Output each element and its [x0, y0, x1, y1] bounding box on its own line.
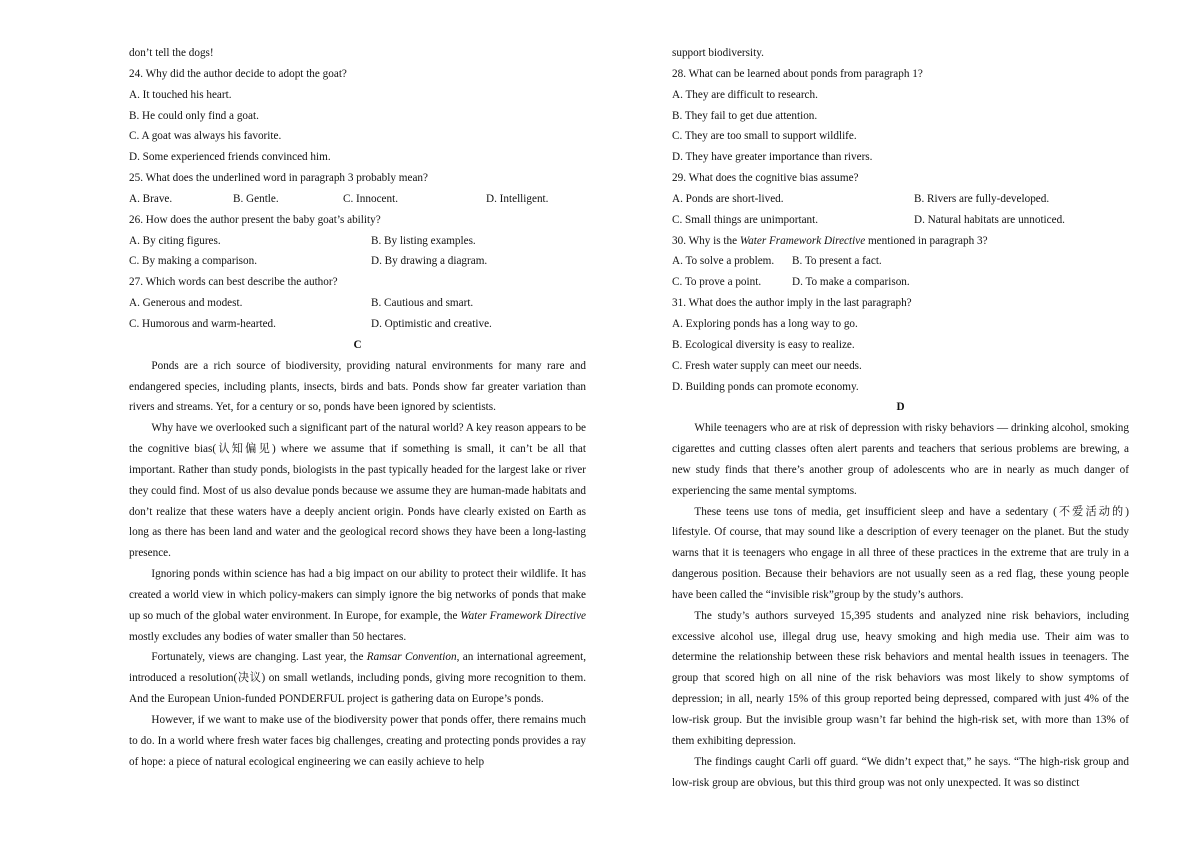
section-d-paragraph-1: While teenagers who are at risk of depression with risky behaviors — drinking alcohol, smoking cigarettes and cutting classes often alert parents and teachers that serious problems are brewing, a new study finds that there’s another group of adolescents who are in nearly as much danger of experiencing the same mental symptoms. [672, 422, 1129, 497]
question-24-option-d[interactable]: D. Some experienced friends convinced him. [129, 151, 331, 164]
question-31-stem: 31. What does the author imply in the last paragraph? [672, 297, 912, 310]
section-c-paragraph-5: However, if we want to make use of the biodiversity power that ponds offer, there remains much to do. In a world where fresh water faces big challenges, creating and protecting ponds provides a ray of hope: a piece of natural ecological engineering we can easily achieve to help [129, 714, 586, 768]
section-d-passage [672, 418, 1129, 793]
question-27-option-c[interactable]: C. Humorous and warm-hearted. [129, 317, 276, 330]
question-30-stem-start: 30. Why is the [672, 234, 740, 247]
question-27-options-row-2 [129, 314, 586, 335]
question-28-option-b[interactable]: B. They fail to get due attention. [672, 109, 818, 122]
question-26-options-row-2 [129, 251, 586, 272]
question-25-stem: 25. What does the underlined word in paragraph 3 probably mean? [129, 172, 428, 185]
section-c-paragraph-4 [129, 647, 586, 710]
question-30-option-a[interactable]: A. To solve a problem. [672, 255, 775, 268]
question-25-option-c[interactable]: C. Innocent. [343, 192, 398, 205]
question-25-options [129, 189, 586, 210]
question-29-options-row-2 [672, 210, 1129, 231]
question-25-option-d[interactable]: D. Intelligent. [486, 192, 549, 205]
question-30-option-b[interactable]: B. To present a fact. [792, 255, 882, 268]
section-d-paragraph-4: The findings caught Carli off guard. “We didn’t expect that,” he says. “The high-risk group and low-risk group are obvious, but this third group was not only unexpected. It was so distinct [672, 755, 1129, 789]
carry-over-text-right: support biodiversity. [672, 47, 764, 59]
question-28-stem: 28. What can be learned about ponds from paragraph 1? [672, 67, 923, 80]
question-26-option-c[interactable]: C. By making a comparison. [129, 255, 258, 268]
carry-over-text: don’t tell the dogs! [129, 47, 214, 59]
section-d-paragraph-2: These teens use tons of media, get insufficient sleep and have a sedentary (不爱活动的) lifestyle. Of course, that may sound like a description of every teenager on the planet. But the study warns that it is teenagers who engage in all three of these practices in the extreme that are truly in a dangerous position. Because their behaviors are not usually seen as a red flag, these young people have been called the “invisible risk”group by the study’s authors. [672, 505, 1129, 601]
question-24-option-c[interactable]: C. A goat was always his favorite. [129, 130, 282, 143]
question-24-option-b[interactable]: B. He could only find a goat. [129, 109, 259, 122]
question-24-stem: 24. Why did the author decide to adopt the goat? [129, 67, 347, 80]
question-29-option-a[interactable]: A. Ponds are short-lived. [672, 192, 784, 205]
question-27-option-d[interactable]: D. Optimistic and creative. [371, 317, 492, 330]
paragraph-4-text-end: , an international agreement, introduced a resolution(决议) on small wetlands, including ponds, giving more recognition to them. And the European Union-funded PONDERFUL project is gathering data on Europe’s ponds. [129, 651, 586, 706]
section-c-passage [129, 356, 586, 773]
question-31-option-d[interactable]: D. Building ponds can promote economy. [672, 380, 859, 393]
question-30-option-d[interactable]: D. To make a comparison. [792, 276, 910, 289]
question-27-stem: 27. Which words can best describe the author? [129, 276, 338, 289]
paragraph-3-text-start: Ignoring ponds within science has had a big impact on our ability to protect their wildlife. It has created a world view in which policy-makers can simply ignore the big networks of ponds that make up so much of the global water environment. In Europe, for example, the [129, 568, 586, 622]
ramsar-convention-title: Ramsar Convention [366, 651, 457, 664]
question-30-stem-end: mentioned in paragraph 3? [865, 234, 988, 247]
question-28-option-d[interactable]: D. They have greater importance than rivers. [672, 151, 873, 164]
question-31-option-b[interactable]: B. Ecological diversity is easy to realize. [672, 338, 855, 351]
question-26-option-a[interactable]: A. By citing figures. [129, 234, 221, 247]
question-28-option-c[interactable]: C. They are too small to support wildlife. [672, 130, 857, 143]
question-27-option-b[interactable]: B. Cautious and smart. [371, 297, 474, 310]
paragraph-4-text-start: Fortunately, views are changing. Last year, the [151, 651, 367, 664]
question-28-option-a[interactable]: A. They are difficult to research. [672, 88, 818, 101]
question-30-options-row-1 [672, 251, 1129, 272]
question-29-options-row-1 [672, 189, 1129, 210]
question-31-option-a[interactable]: A. Exploring ponds has a long way to go. [672, 317, 858, 330]
question-27-options-row-1 [129, 293, 586, 314]
left-column [129, 43, 586, 773]
section-d-paragraph-3: The study’s authors surveyed 15,395 students and analyzed nine risk behaviors, including excessive alcohol use, illegal drug use, heavy smoking and high media use. Their aim was to determine the relationship between these risk behaviors and mental health issues in teenagers. The group that scored high on all nine of the risk behaviors was most likely to show symptoms of depression; in all, nearly 15% of this group reported being depressed, compared with just 4% of the low-risk group. But the invisible group wasn’t far behind the high-risk set, with more than 13% of them exhibiting depression. [672, 609, 1129, 747]
question-30-option-c[interactable]: C. To prove a point. [672, 276, 762, 289]
water-framework-directive-title: Water Framework Directive [460, 609, 587, 622]
question-29-option-b[interactable]: B. Rivers are fully-developed. [914, 192, 1050, 205]
question-30-italic-title: Water Framework Directive [739, 234, 866, 247]
question-29-stem: 29. What does the cognitive bias assume? [672, 172, 859, 185]
question-31-option-c[interactable]: C. Fresh water supply can meet our needs. [672, 359, 862, 372]
section-c-paragraph-1: Ponds are a rich source of biodiversity, providing natural environments for many rare and endangered species, including plants, insects, birds and bats. Ponds show far greater variation than rivers and streams. Yet, for a century or so, ponds have been ignored by scientists. [129, 359, 586, 414]
section-c-paragraph-3 [129, 564, 586, 647]
question-30-options-row-2 [672, 272, 1129, 293]
question-26-option-b[interactable]: B. By listing examples. [371, 234, 476, 247]
right-column [672, 43, 1129, 793]
question-24-option-a[interactable]: A. It touched his heart. [129, 88, 232, 101]
question-30-stem [672, 231, 1129, 252]
question-25-option-b[interactable]: B. Gentle. [233, 192, 279, 205]
question-29-option-c[interactable]: C. Small things are unimportant. [672, 213, 819, 226]
section-c-heading: C [353, 338, 362, 351]
section-d-heading: D [896, 401, 905, 414]
paragraph-3-text-end: mostly excludes any bodies of water smaller than 50 hectares. [129, 630, 407, 643]
question-29-option-d[interactable]: D. Natural habitats are unnoticed. [914, 213, 1065, 226]
question-25-option-a[interactable]: A. Brave. [129, 192, 173, 205]
question-26-option-d[interactable]: D. By drawing a diagram. [371, 255, 488, 268]
section-c-paragraph-2: Why have we overlooked such a significant part of the natural world? A key reason appears to be the cognitive bias(认知偏见) where we assume that if something is small, it can’t be all that important. Rather than study ponds, biologists in the past typically headed for the largest lake or river they could find. Most of us also devalue ponds because we assume they are human-made habitats and don’t realize that these waters have a deeply ancient origin. Ponds have clearly existed on Earth as long as there has been land and water and the geological record shows they have been a long-lasting presence. [129, 422, 586, 560]
question-26-stem: 26. How does the author present the baby goat’s ability? [129, 213, 381, 226]
question-27-option-a[interactable]: A. Generous and modest. [129, 297, 243, 310]
question-26-options-row-1 [129, 231, 586, 252]
